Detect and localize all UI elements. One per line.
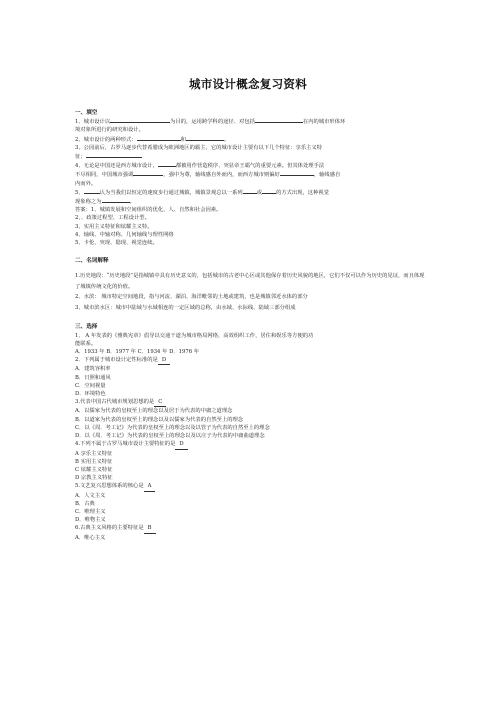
mc-q6 [75, 524, 425, 533]
q4-line [75, 161, 425, 170]
text: 在内的城市形体环 [302, 119, 346, 126]
section-heading-choice: 三、选择 [75, 324, 98, 331]
q4-line-3: 内而外。 [75, 180, 97, 187]
answer: A [144, 482, 156, 491]
text: 不尽相同，中国城市强调 [75, 172, 134, 179]
option: B 实用主义特征 [75, 458, 113, 465]
text: 和 [180, 136, 186, 143]
option: D．以《周．考工记》为代表的皇权至上的理念以及以庄子为代表的中庸曲道理念 [75, 433, 265, 440]
option: B．日照和通风 [75, 374, 111, 381]
text: 2．下列属于城市设计定性标准的是 [75, 357, 158, 364]
blank [102, 197, 130, 203]
text: 1、城市设计以 [75, 119, 111, 126]
text: ，强中为尊，轴线感自外而内，而西方城市则偏好 [163, 172, 280, 179]
answer: D [175, 440, 187, 449]
blank [243, 188, 257, 194]
option: C 炫耀主义特征 [75, 466, 113, 473]
text: 5.文艺复兴思想体系的核心是 [75, 483, 144, 490]
blank [137, 135, 181, 141]
answer: C [154, 398, 166, 407]
q3-line-2 [75, 152, 425, 161]
blank [280, 170, 314, 176]
option: C．以《周．考工记》为代表的皇权至上的理念以及以管子为代表的自然至上的理念 [75, 424, 270, 431]
text: ，轴线感自 [313, 172, 341, 179]
definition-waterfront: 2、水滨： 城市特定空间地段，指与河流、湖泊、海洋毗邻的土地或建筑，也是城镇邻近水体的部分 [75, 294, 308, 301]
text: 为目的，运用跨学科的途径、对包括 [170, 119, 255, 126]
q4-line-2 [75, 170, 425, 179]
q1-line [75, 117, 425, 126]
option: A．人文主义 [75, 492, 106, 499]
definition-urban-waterfront: 3、城市滨水区：城市中陆域与水域相连的一定区域的总称，由水域、水际线、陆域三部分组成 [75, 304, 296, 311]
option: B．以道家为代表的皇权至上的理念以及以儒家为代表的自然至上的理念 [75, 416, 244, 423]
mc-q5 [75, 482, 425, 491]
option: A 享乐主义特征 [75, 450, 113, 457]
blank [133, 170, 163, 176]
answer-line: 2、、政策过程型、工程设计型。 [75, 215, 150, 222]
text: 5、 [75, 189, 84, 196]
option: C．空间视量 [75, 382, 106, 389]
option: D．环境特色 [75, 391, 106, 398]
mc-q1: 1、 A 年发表的《雅典宪章》倡导以交通干道为城市格局网络，高效组织工作、居住和娱乐等方便的功 [75, 332, 314, 339]
answer: B [144, 524, 156, 533]
answer-line: 5、卡伦、突现、隐现、视觉连续。 [75, 240, 158, 247]
text: 4、无论是中国还是西方城市设计， [75, 163, 158, 170]
answer-line: 3、实用主义特征和炫耀主义特。 [75, 223, 153, 230]
text: 4.下列不属于古罗马城市设计主要特征的是 [75, 441, 176, 448]
option: D 宗教主义特征 [75, 475, 113, 482]
text: 现象称之为 [75, 199, 102, 206]
text: 3.代表中国古代城市规划思想的是 [75, 399, 155, 406]
text: 。 [129, 199, 135, 206]
section-heading-fill-blank: 一、填空 [75, 110, 98, 116]
option: C．唯理主义 [75, 508, 106, 515]
text: 都被用作营造秩序、突显帝王霸气的重要元素。但其体处理手法 [175, 163, 325, 170]
text: 的方式出现，这种视觉 [276, 189, 329, 196]
text: 2、城市设计的两种形式： [75, 136, 137, 143]
option: A．以儒家为代表的皇权至上的理念以及居于为代表的中庸之道理念 [75, 408, 233, 415]
answer-line: 答案：1、城镇发展和空间组织的优化、人、自然和社会因素。 [75, 207, 222, 214]
blank [186, 135, 224, 141]
q2-line [75, 135, 425, 144]
blank [255, 117, 303, 123]
document-body [75, 109, 425, 542]
mc-q3 [75, 398, 425, 407]
q5-line [75, 188, 425, 197]
text: 或 [256, 189, 263, 196]
option: D．唯物主义 [75, 517, 106, 524]
blank [86, 152, 142, 158]
text: 认为当我们以恒定的速度步行通过城镇，城镇景观总以一系列 [99, 189, 243, 196]
section-heading-definitions: 二、名词解释 [75, 258, 109, 265]
answer-line: 4、轴线、中轴对称、几何轴线与理性网络 [75, 231, 174, 238]
option: B．古典 [75, 500, 95, 507]
blank [158, 161, 176, 167]
answer: D [158, 356, 170, 365]
q3-line: 3、公园前后，古罗马逐步代替希腊成为欧洲地区的霸主，它的城市设计主要有以下几个特征：享乐主义特 [75, 144, 323, 151]
mc-q2 [75, 356, 425, 365]
blank [262, 188, 276, 194]
q5-line-2 [75, 197, 425, 206]
option: A．唯心主义 [75, 534, 106, 541]
text: 征； [75, 154, 86, 161]
blank [84, 188, 100, 194]
page-title: 城市设计概念复习资料 [189, 77, 307, 91]
text: 6.古典主义风格的主要特征是 [75, 525, 144, 532]
definition-historic-district: 1.历史地段：“历史地段”是指城镇中具有历史意义的，包括城市的古老中心区或其他保存着历史风貌的地区，它们不仅可以作为历史的见证，而且体现了城镇传统文化的价值。 [75, 273, 425, 290]
option: A．建筑容积率 [75, 366, 111, 373]
q1-line-2: 境对象所进行的研究和设计。 [75, 127, 144, 134]
blank [110, 117, 170, 123]
mc-q1-line-2: 能联系。 [75, 340, 97, 347]
mc-q1-options: A．1933 年 B．1977 年 C．1934 年 D．1976 年 [75, 349, 200, 356]
mc-q4 [75, 440, 425, 449]
text: 。 [223, 136, 230, 143]
